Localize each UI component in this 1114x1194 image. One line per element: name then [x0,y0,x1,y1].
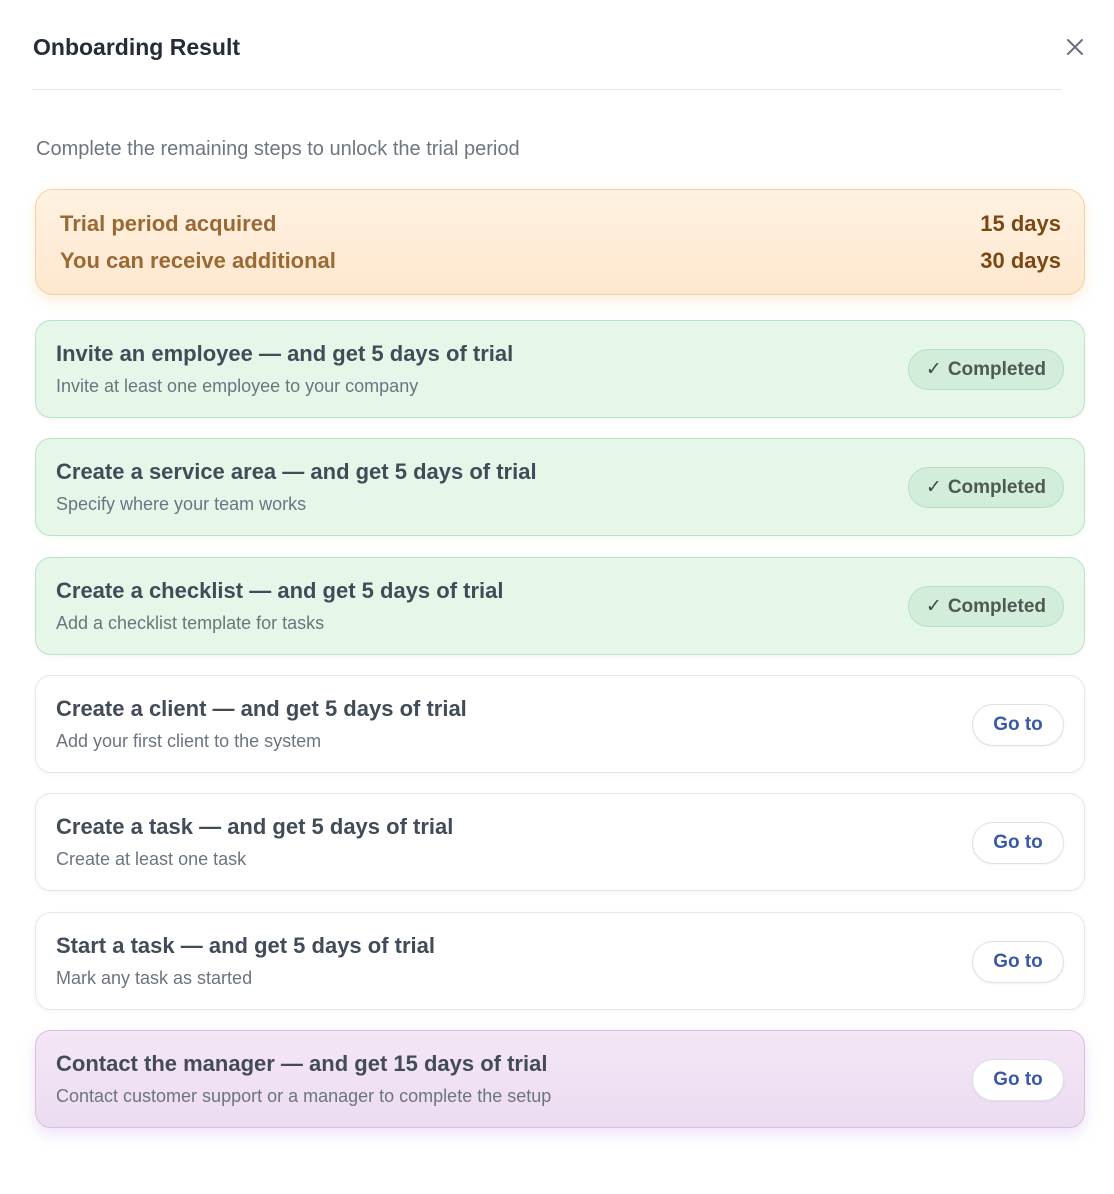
check-icon: ✓ [925,596,942,617]
trial-acquired-value: 15 days [980,211,1061,236]
completed-badge-label: Completed [947,476,1046,498]
step-description: Create at least one task [56,849,247,869]
go-to-button-task[interactable]: Go to [972,822,1064,864]
step-title: Create a checklist — and get 5 days of trial [56,578,504,603]
completed-badge [908,349,1064,390]
instructions-text: Complete the remaining steps to unlock the trial period [36,138,520,160]
completed-badge [908,467,1064,508]
step-card-service-area [35,438,1085,536]
step-title: Start a task — and get 5 days of trial [56,933,436,958]
close-button[interactable] [1064,36,1086,58]
trial-acquired-row [60,209,1061,239]
step-card-checklist [35,557,1085,655]
step-description: Add a checklist template for tasks [56,613,325,633]
step-card-task [35,793,1085,891]
close-icon [1064,36,1086,58]
check-icon: ✓ [925,359,942,380]
completed-badge-label: Completed [947,358,1046,380]
step-title: Contact the manager — and get 15 days of trial [56,1051,548,1076]
dialog-title: Onboarding Result [33,34,240,60]
trial-acquired-label: Trial period acquired [60,211,277,236]
go-to-button-client[interactable]: Go to [972,704,1064,746]
step-card-start-task [35,912,1085,1010]
step-description: Mark any task as started [56,968,253,988]
step-title: Create a client — and get 5 days of trial [56,696,467,721]
step-title: Create a task — and get 5 days of trial [56,814,454,839]
step-description: Add your first client to the system [56,731,322,751]
step-card-contact-manager [35,1030,1085,1128]
completed-badge-label: Completed [947,595,1046,617]
step-title: Invite an employee — and get 5 days of trial [56,341,514,366]
step-description: Specify where your team works [56,494,307,514]
check-icon: ✓ [925,477,942,498]
trial-summary-card [35,189,1085,295]
trial-additional-label: You can receive additional [60,248,336,273]
trial-additional-row [60,246,1061,276]
step-card-client [35,675,1085,773]
step-card-invite-employee [35,320,1085,418]
step-title: Create a service area — and get 5 days of trial [56,459,537,484]
step-description: Contact customer support or a manager to complete the setup [56,1086,552,1106]
step-description: Invite at least one employee to your company [56,376,419,396]
go-to-button-contact-manager[interactable]: Go to [972,1059,1064,1101]
trial-additional-value: 30 days [980,248,1061,273]
dialog-header [32,0,1062,90]
go-to-button-start-task[interactable]: Go to [972,941,1064,983]
completed-badge [908,586,1064,627]
